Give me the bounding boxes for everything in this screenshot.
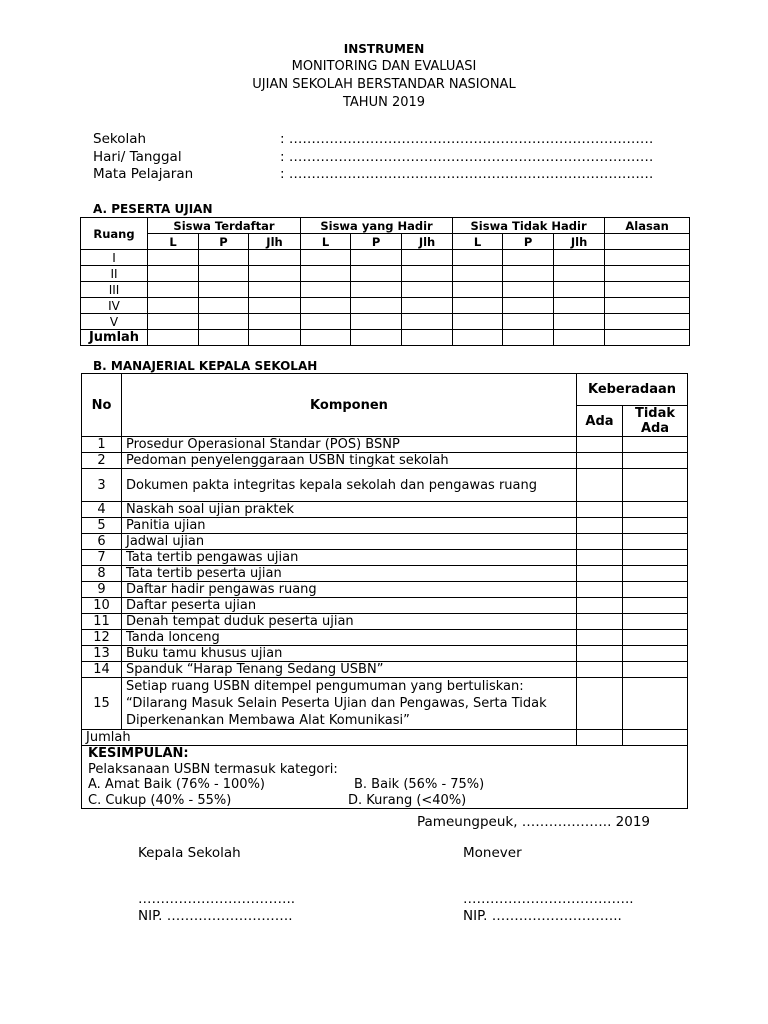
kesimpulan-title: KESIMPULAN: <box>88 746 189 761</box>
ruang-label: III <box>81 282 148 298</box>
item-no: 4 <box>82 502 122 518</box>
table-row <box>82 630 688 646</box>
field-hari-tanggal: : ……………………………………………………………………… <box>280 149 654 165</box>
kesimpulan-row <box>82 746 688 809</box>
doc-title-monev: MONITORING DAN EVALUASI <box>291 59 477 74</box>
item-text: Buku tamu khusus ujian <box>122 646 577 662</box>
label-mata-pelajaran: Mata Pelajaran <box>93 166 194 182</box>
jumlah-label: Jumlah <box>81 330 148 346</box>
col-ruang-header: Ruang <box>81 218 148 250</box>
item-text: Setiap ruang USBN ditempel pengumuman yang bertuliskan: “Dilarang Masuk Selain Peserta Ujian dan Pengawas, Serta Tidak Diperkenankan Membawa Alat Komunikasi” <box>122 678 577 730</box>
item-no: 11 <box>82 614 122 630</box>
item-text: Daftar peserta ujian <box>122 598 577 614</box>
table-row <box>81 266 690 282</box>
col-alasan-header: Alasan <box>605 218 690 234</box>
signer-left-nip: NIP. ………………………. <box>138 908 293 924</box>
table-row <box>82 662 688 678</box>
sub-p: P <box>503 234 554 250</box>
sub-l: L <box>301 234 351 250</box>
item-text: Jadwal ujian <box>122 534 577 550</box>
table-row-total <box>82 730 688 746</box>
signer-right-nip: NIP. ……………………….. <box>463 908 622 924</box>
signer-left-title: Kepala Sekolah <box>138 845 241 861</box>
item-no: 5 <box>82 518 122 534</box>
item-no: 2 <box>82 453 122 469</box>
sub-p: P <box>199 234 249 250</box>
item-no: 8 <box>82 566 122 582</box>
sub-jlh: Jlh <box>402 234 453 250</box>
item-text: Panitia ujian <box>122 518 577 534</box>
table-row <box>82 598 688 614</box>
table-row <box>82 678 688 730</box>
field-sekolah: : ……………………………………………………………………… <box>280 131 654 147</box>
section-b-title: B. MANAJERIAL KEPALA SEKOLAH <box>93 359 318 373</box>
col-no-header: No <box>82 374 122 437</box>
item-text: Spanduk “Harap Tenang Sedang USBN” <box>122 662 577 678</box>
item-text: Tanda lonceng <box>122 630 577 646</box>
item-no: 12 <box>82 630 122 646</box>
table-row <box>82 646 688 662</box>
item-text: Naskah soal ujian praktek <box>122 502 577 518</box>
table-row <box>81 282 690 298</box>
item-text: Daftar hadir pengawas ruang <box>122 582 577 598</box>
item-no: 15 <box>82 678 122 730</box>
section-a-title: A. PESERTA UJIAN <box>93 202 213 216</box>
item-no: 9 <box>82 582 122 598</box>
jumlah-label: Jumlah <box>82 730 577 746</box>
signer-left-name-line: …………………………….. <box>138 891 296 907</box>
col-tidak-ada-header: Tidak Ada <box>623 406 688 437</box>
item-no: 6 <box>82 534 122 550</box>
ruang-label: V <box>81 314 148 330</box>
table-row <box>82 502 688 518</box>
item-no: 13 <box>82 646 122 662</box>
table-row <box>81 298 690 314</box>
kesimpulan-box <box>82 746 688 809</box>
kategori-d: D. Kurang (<40%) <box>348 792 467 808</box>
sub-l: L <box>453 234 503 250</box>
table-row <box>82 518 688 534</box>
ruang-label: II <box>81 266 148 282</box>
sub-p: P <box>351 234 402 250</box>
kategori-b: B. Baik (56% - 75%) <box>354 777 485 792</box>
signer-right-title: Monever <box>463 845 522 861</box>
sub-jlh: Jlh <box>554 234 605 250</box>
item-no: 7 <box>82 550 122 566</box>
table-row <box>82 614 688 630</box>
label-hari-tanggal: Hari/ Tanggal <box>93 149 182 165</box>
doc-title-usbn: UJIAN SEKOLAH BERSTANDAR NASIONAL <box>252 77 516 92</box>
kategori-a: A. Amat Baik (76% - 100%) <box>88 777 265 792</box>
col-keberadaan-header: Keberadaan <box>577 374 688 406</box>
table-row-total <box>81 330 690 346</box>
item-no: 10 <box>82 598 122 614</box>
manajerial-table <box>81 373 688 809</box>
signer-right-name-line: ……………………………….. <box>463 891 634 907</box>
label-sekolah: Sekolah <box>93 131 147 147</box>
table-row <box>82 550 688 566</box>
table-row <box>82 582 688 598</box>
item-no: 14 <box>82 662 122 678</box>
kategori-c: C. Cukup (40% - 55%) <box>88 792 232 808</box>
field-mata-pelajaran: : ……………………………………………………………………… <box>280 166 654 182</box>
item-text: Tata tertib peserta ujian <box>122 566 577 582</box>
table-row <box>82 469 688 502</box>
item-text: Denah tempat duduk peserta ujian <box>122 614 577 630</box>
table-row <box>82 534 688 550</box>
item-text: Pedoman penyelenggaraan USBN tingkat sekolah <box>122 453 577 469</box>
table-row <box>81 250 690 266</box>
item-text: Tata tertib pengawas ujian <box>122 550 577 566</box>
table-row <box>82 453 688 469</box>
sub-jlh: Jlh <box>249 234 301 250</box>
table-row <box>82 437 688 453</box>
table-row <box>82 566 688 582</box>
peserta-ujian-table <box>80 217 690 346</box>
table-row <box>81 314 690 330</box>
item-no: 1 <box>82 437 122 453</box>
item-no: 3 <box>82 469 122 502</box>
doc-title-year: TAHUN 2019 <box>342 95 426 110</box>
sub-l: L <box>148 234 199 250</box>
col-siswa-tidak-hadir-header: Siswa Tidak Hadir <box>453 218 605 234</box>
col-siswa-hadir-header: Siswa yang Hadir <box>301 218 453 234</box>
item-text: Prosedur Operasional Standar (POS) BSNP <box>122 437 577 453</box>
kesimpulan-intro: Pelaksanaan USBN termasuk kategori: <box>88 761 338 777</box>
place-date: Pameungpeuk, ……………….. 2019 <box>417 814 651 830</box>
ruang-label: I <box>81 250 148 266</box>
doc-title-instrumen: INSTRUMEN <box>343 42 425 56</box>
item-text: Dokumen pakta integritas kepala sekolah dan pengawas ruang <box>122 469 577 502</box>
col-komponen-header: Komponen <box>122 374 577 437</box>
col-siswa-terdaftar-header: Siswa Terdaftar <box>148 218 301 234</box>
col-ada-header: Ada <box>577 406 623 437</box>
ruang-label: IV <box>81 298 148 314</box>
